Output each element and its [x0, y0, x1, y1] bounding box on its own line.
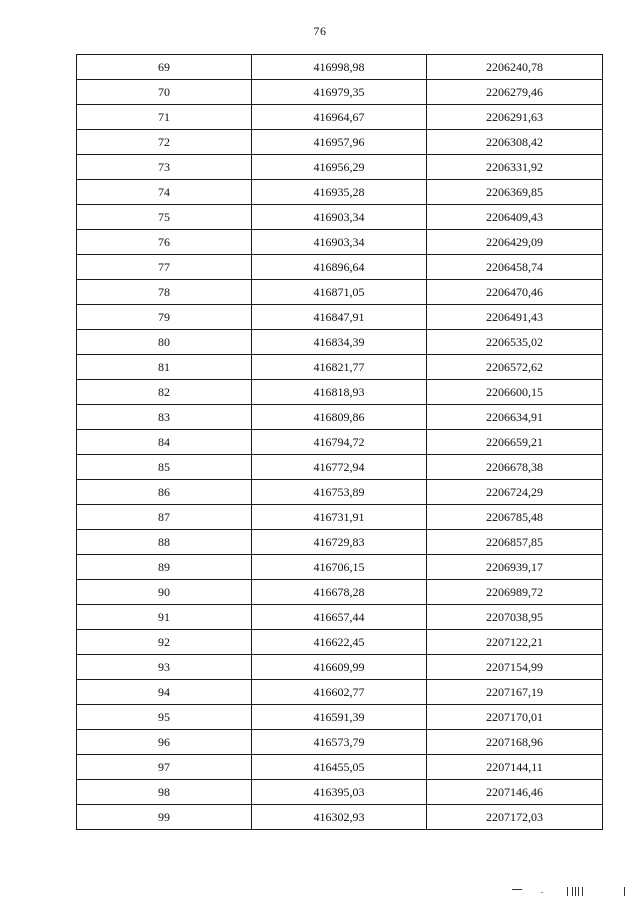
- scan-mark: [582, 887, 583, 896]
- table-row: [77, 280, 603, 305]
- table-row: [77, 480, 603, 505]
- table-row: [77, 605, 603, 630]
- table-row: [77, 380, 603, 405]
- table-row: [77, 55, 603, 80]
- x-coordinate-cell: 416818,93: [252, 380, 427, 405]
- point-number-cell: 83: [77, 405, 252, 430]
- point-number-cell: 93: [77, 655, 252, 680]
- point-number-cell: 98: [77, 780, 252, 805]
- y-coordinate-cell: 2207172,03: [427, 805, 603, 830]
- table-row: [77, 755, 603, 780]
- y-coordinate-cell: 2206600,15: [427, 380, 603, 405]
- table-row: [77, 330, 603, 355]
- table-row: [77, 680, 603, 705]
- y-coordinate-cell: 2206572,62: [427, 355, 603, 380]
- x-coordinate-cell: 416809,86: [252, 405, 427, 430]
- y-coordinate-cell: 2206491,43: [427, 305, 603, 330]
- x-coordinate-cell: 416964,67: [252, 105, 427, 130]
- point-number-cell: 96: [77, 730, 252, 755]
- point-number-cell: 88: [77, 530, 252, 555]
- scan-mark: [578, 887, 579, 896]
- point-number-cell: 94: [77, 680, 252, 705]
- y-coordinate-cell: 2206535,02: [427, 330, 603, 355]
- y-coordinate-cell: 2206369,85: [427, 180, 603, 205]
- point-number-cell: 90: [77, 580, 252, 605]
- point-number-cell: 81: [77, 355, 252, 380]
- point-number-cell: 82: [77, 380, 252, 405]
- x-coordinate-cell: 416903,34: [252, 230, 427, 255]
- point-number-cell: 73: [77, 155, 252, 180]
- table-row: [77, 555, 603, 580]
- y-coordinate-cell: 2206279,46: [427, 80, 603, 105]
- y-coordinate-cell: 2206429,09: [427, 230, 603, 255]
- y-coordinate-cell: 2207168,96: [427, 730, 603, 755]
- y-coordinate-cell: 2206308,42: [427, 130, 603, 155]
- table-row: [77, 80, 603, 105]
- table-row: [77, 630, 603, 655]
- scan-mark: [567, 887, 568, 896]
- point-number-cell: 74: [77, 180, 252, 205]
- x-coordinate-cell: 416935,28: [252, 180, 427, 205]
- table-row: [77, 355, 603, 380]
- point-number-cell: 91: [77, 605, 252, 630]
- y-coordinate-cell: 2206470,46: [427, 280, 603, 305]
- x-coordinate-cell: 416956,29: [252, 155, 427, 180]
- scan-mark: [512, 889, 522, 890]
- table-row: [77, 155, 603, 180]
- table-row: [77, 255, 603, 280]
- x-coordinate-cell: 416998,98: [252, 55, 427, 80]
- x-coordinate-cell: 416753,89: [252, 480, 427, 505]
- scan-mark: [541, 892, 543, 893]
- point-number-cell: 97: [77, 755, 252, 780]
- x-coordinate-cell: 416657,44: [252, 605, 427, 630]
- x-coordinate-cell: 416706,15: [252, 555, 427, 580]
- x-coordinate-cell: 416678,28: [252, 580, 427, 605]
- point-number-cell: 78: [77, 280, 252, 305]
- y-coordinate-cell: 2207144,11: [427, 755, 603, 780]
- point-number-cell: 72: [77, 130, 252, 155]
- y-coordinate-cell: 2206785,48: [427, 505, 603, 530]
- point-number-cell: 99: [77, 805, 252, 830]
- x-coordinate-cell: 416772,94: [252, 455, 427, 480]
- y-coordinate-cell: 2206989,72: [427, 580, 603, 605]
- point-number-cell: 92: [77, 630, 252, 655]
- table-row: [77, 430, 603, 455]
- y-coordinate-cell: 2207154,99: [427, 655, 603, 680]
- y-coordinate-cell: 2207122,21: [427, 630, 603, 655]
- table-row: [77, 105, 603, 130]
- coordinates-table-body: [77, 55, 603, 830]
- x-coordinate-cell: 416302,93: [252, 805, 427, 830]
- y-coordinate-cell: 2207038,95: [427, 605, 603, 630]
- table-row: [77, 455, 603, 480]
- page-number: 76: [313, 24, 327, 38]
- point-number-cell: 75: [77, 205, 252, 230]
- x-coordinate-cell: 416979,35: [252, 80, 427, 105]
- y-coordinate-cell: 2206857,85: [427, 530, 603, 555]
- coordinates-table: [76, 54, 603, 830]
- point-number-cell: 89: [77, 555, 252, 580]
- point-number-cell: 85: [77, 455, 252, 480]
- x-coordinate-cell: 416602,77: [252, 680, 427, 705]
- x-coordinate-cell: 416731,91: [252, 505, 427, 530]
- point-number-cell: 76: [77, 230, 252, 255]
- y-coordinate-cell: 2206724,29: [427, 480, 603, 505]
- point-number-cell: 69: [77, 55, 252, 80]
- y-coordinate-cell: 2206659,21: [427, 430, 603, 455]
- point-number-cell: 70: [77, 80, 252, 105]
- table-row: [77, 130, 603, 155]
- table-row: [77, 205, 603, 230]
- table-row: [77, 655, 603, 680]
- x-coordinate-cell: 416609,99: [252, 655, 427, 680]
- x-coordinate-cell: 416573,79: [252, 730, 427, 755]
- x-coordinate-cell: 416821,77: [252, 355, 427, 380]
- y-coordinate-cell: 2206458,74: [427, 255, 603, 280]
- y-coordinate-cell: 2207167,19: [427, 680, 603, 705]
- x-coordinate-cell: 416591,39: [252, 705, 427, 730]
- table-row: [77, 780, 603, 805]
- x-coordinate-cell: 416622,45: [252, 630, 427, 655]
- y-coordinate-cell: 2206240,78: [427, 55, 603, 80]
- scan-mark: [575, 887, 576, 896]
- y-coordinate-cell: 2207146,46: [427, 780, 603, 805]
- y-coordinate-cell: 2206409,43: [427, 205, 603, 230]
- y-coordinate-cell: 2206678,38: [427, 455, 603, 480]
- table-row: [77, 405, 603, 430]
- x-coordinate-cell: 416794,72: [252, 430, 427, 455]
- x-coordinate-cell: 416903,34: [252, 205, 427, 230]
- table-row: [77, 230, 603, 255]
- point-number-cell: 84: [77, 430, 252, 455]
- point-number-cell: 77: [77, 255, 252, 280]
- table-row: [77, 180, 603, 205]
- x-coordinate-cell: 416896,64: [252, 255, 427, 280]
- x-coordinate-cell: 416455,05: [252, 755, 427, 780]
- x-coordinate-cell: 416847,91: [252, 305, 427, 330]
- point-number-cell: 71: [77, 105, 252, 130]
- x-coordinate-cell: 416395,03: [252, 780, 427, 805]
- y-coordinate-cell: 2206634,91: [427, 405, 603, 430]
- table-row: [77, 580, 603, 605]
- table-row: [77, 505, 603, 530]
- table-row: [77, 730, 603, 755]
- x-coordinate-cell: 416871,05: [252, 280, 427, 305]
- x-coordinate-cell: 416729,83: [252, 530, 427, 555]
- table-row: [77, 805, 603, 830]
- y-coordinate-cell: 2206331,92: [427, 155, 603, 180]
- point-number-cell: 87: [77, 505, 252, 530]
- y-coordinate-cell: 2206291,63: [427, 105, 603, 130]
- y-coordinate-cell: 2206939,17: [427, 555, 603, 580]
- point-number-cell: 79: [77, 305, 252, 330]
- table-row: [77, 305, 603, 330]
- point-number-cell: 86: [77, 480, 252, 505]
- table-row: [77, 530, 603, 555]
- y-coordinate-cell: 2207170,01: [427, 705, 603, 730]
- x-coordinate-cell: 416834,39: [252, 330, 427, 355]
- scan-mark: [624, 887, 625, 896]
- x-coordinate-cell: 416957,96: [252, 130, 427, 155]
- scan-mark: [572, 887, 573, 896]
- table-row: [77, 705, 603, 730]
- point-number-cell: 95: [77, 705, 252, 730]
- point-number-cell: 80: [77, 330, 252, 355]
